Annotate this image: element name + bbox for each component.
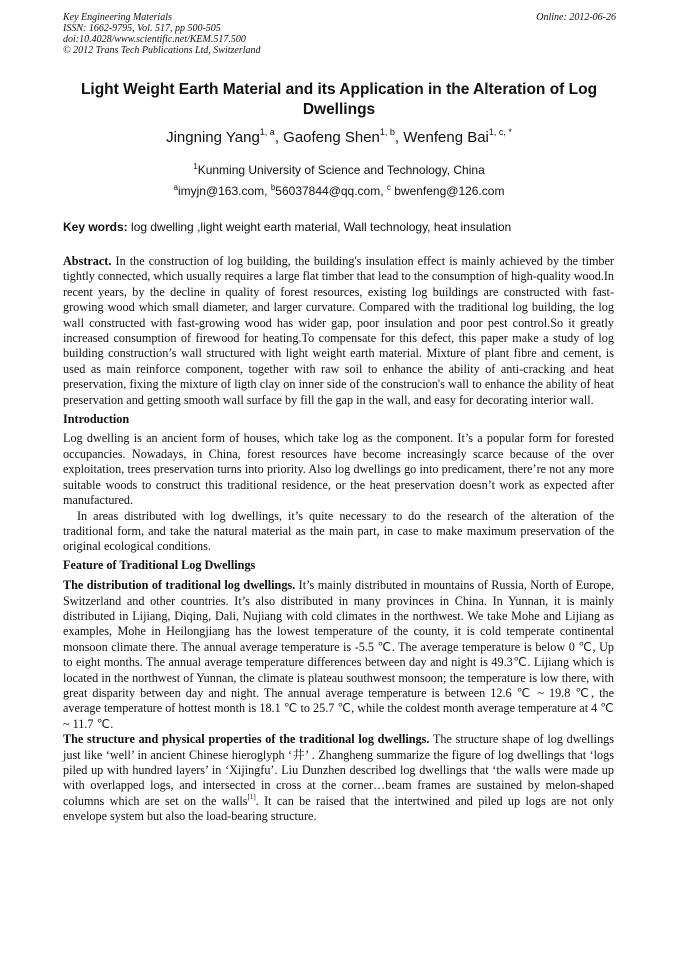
paragraph-text: The structure shape of log dwellings just like ‘well’ in ancient Chinese hieroglyph ‘井’ . Zhangheng summarize the figure of log dwellings that ‘logs piled up with hundred layers’ in ‘Xijingfu’. Liu Dunzhen described log dwellings that ‘the walls were made up with overlapped logs, and intersected in cross at the corner…beam frames are sustained by melon-shaped columns which are set on the walls xyxy=(63,732,614,808)
keywords xyxy=(63,219,615,235)
author-name: Gaofeng Shen xyxy=(283,129,380,146)
email-address: 56037844@qq.com, xyxy=(275,184,387,198)
copyright-line: © 2012 Trans Tech Publications Ltd, Switzerland xyxy=(63,45,261,56)
author-name: Jingning Yang xyxy=(166,129,260,146)
affiliation-mark: 1 xyxy=(193,162,198,171)
section-heading-introduction: Introduction xyxy=(63,412,130,427)
abstract-text: In the construction of log building, the building's insulation effect is mainly achieved by the timber tightly connected, which usually requires a large flat timber that lead to the consumption of high-quality wood.In recent years, by the decline in quality of forest resources, existing log buildings are constructed with fast-growing wood which small diameter, and larger curvature. Compared with the traditional log building, the log wall constructed with fast-growing wood has wider gap, poor insulation and poor pest control.So it greatly increased consumption of firewood for heating.To compensate for this defect, this paper make a study of log building construction’s wall structured with light weight earth material. Mixture of plant fibre and cement, is used as main reinforce component, together with raw soil to enhance the ability of anti-cracking and heat preservation, fixing the mixture of ligth clay on inner side of the construcion's wall to enhance the ability of heat preservation and getting smooth wall surface by fill the gap in the wall, and easy for decorating interior wall. xyxy=(63,254,614,407)
feature-paragraph-1 xyxy=(63,578,614,732)
introduction-paragraph-1: Log dwelling is an ancient form of houses, which take log as the component. It’s a popular form for forested occupancies. Nowadays, in China, forest resources have become increasingly scarce because of the over exploitation, trees preservation turns into priority. Also log dwellings go into predicament, there’re not any more suitable woods to construct this traditional residence, or the heat preservation doesn’t work as expected after manufactured. xyxy=(63,431,614,508)
affiliation xyxy=(63,162,615,178)
affiliation-text: Kunming University of Science and Technology, China xyxy=(197,163,485,177)
paragraph-text: . It can be raised that the intertwined and piled up logs are not only envelope system but also the load-bearing structure. xyxy=(63,793,614,824)
author-separator: , xyxy=(274,129,284,146)
author-affiliation-mark: 1, b xyxy=(379,127,395,137)
keywords-text: log dwelling ,light weight earth material, Wall technology, heat insulation xyxy=(127,220,512,234)
abstract-paragraph xyxy=(63,254,614,408)
citation-marker: [1] xyxy=(247,792,256,801)
abstract-label: Abstract. xyxy=(63,254,112,268)
paper-body xyxy=(63,254,614,825)
doi-line: doi:10.4028/www.scientific.net/KEM.517.500 xyxy=(63,34,246,45)
email-mark: c xyxy=(386,183,391,192)
email-mark: b xyxy=(270,183,276,192)
paper-title: Light Weight Earth Material and its Application in the Alteration of Log Dwellings xyxy=(80,81,598,118)
email-list xyxy=(63,183,615,199)
online-date: Online: 2012-06-26 xyxy=(536,12,616,23)
keywords-label: Key words: xyxy=(63,220,128,234)
journal-name: Key Engineering Materials xyxy=(63,12,172,23)
author-list xyxy=(63,128,615,148)
feature-paragraph-2 xyxy=(63,732,614,824)
paragraph-lead: The distribution of traditional log dwellings. xyxy=(63,578,296,593)
introduction-paragraph-2: In areas distributed with log dwellings, it’s quite necessary to do the research of the alteration of the traditional form, and take the natural material as the main part, in case to make maximum preservation of the original ecological conditions. xyxy=(63,508,614,554)
paragraph-lead: The structure and physical properties of the traditional log dwellings. xyxy=(63,732,430,747)
issn-line: ISSN: 1662-9795, Vol. 517, pp 500-505 xyxy=(63,23,221,34)
author-name: Wenfeng Bai xyxy=(403,129,489,146)
author-affiliation-mark: 1, c, * xyxy=(488,127,512,137)
author-affiliation-mark: 1, a xyxy=(259,127,275,137)
email-address: imyjn@163.com, xyxy=(177,184,271,198)
paragraph-text: It’s mainly distributed in mountains of Russia, North of Europe, Switzerland and other countries. It’s also distributed in many provinces in China. In Yunnan, it is mainly distributed in Lijiang, Diqing, Dali, Nujiang with cold climates in the northwest. We take Mohe and Lijiang as examples, Mohe in Heilongjiang has the lowest temperature of the county, it is cold temperate continental monsoon climate there. The annual average temperature is -5.5 ℃. The average temperature is below 0 ℃, Up to eight months. The annual average temperature differences between day and night is 49.3℃. Lijiang which is located in the northwest of Yunnan, the climate is plateau southwest monsoon; the temperature is low there, with great disparity between day and night. The annual average temperature is between 12.6 ℃ ~ 19.8 ℃, the average temperature of hottest month is 18.1 ℃ to 25.7 ℃, while the coldest month average temperature at 4 ℃ ~ 11.7 ℃. xyxy=(63,578,615,731)
email-address: bwenfeng@126.com xyxy=(390,184,505,198)
author-separator: , xyxy=(394,129,404,146)
section-heading-feature: Feature of Traditional Log Dwellings xyxy=(63,557,256,572)
email-mark: a xyxy=(173,183,178,192)
journal-header xyxy=(63,12,483,56)
